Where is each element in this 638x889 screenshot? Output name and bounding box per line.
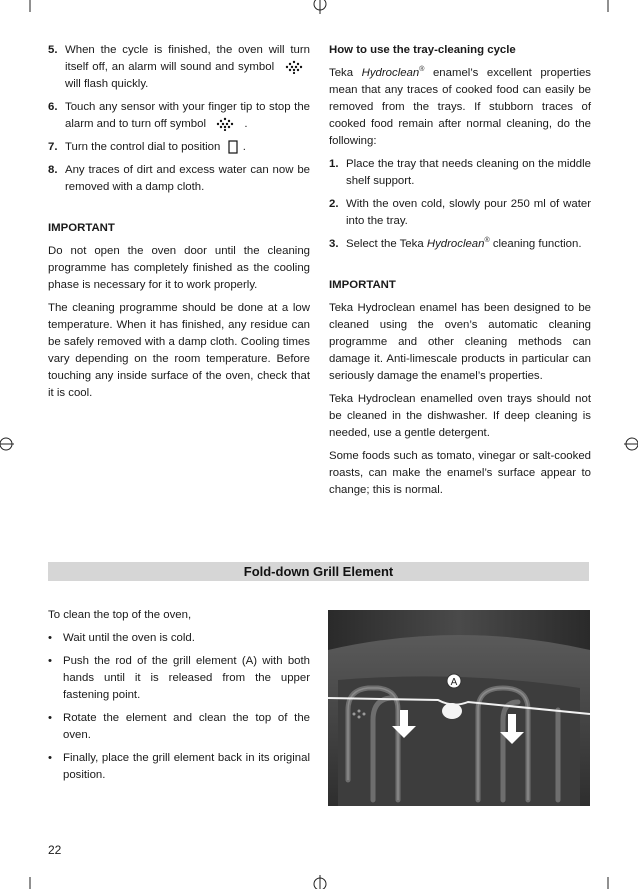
step-text: With the oven cold, slowly pour 250 ml of water into the tray. [346, 198, 591, 227]
step-number: 8. [48, 164, 58, 176]
right-column [329, 42, 591, 505]
step-text-end: . [244, 118, 248, 130]
important-heading: IMPORTANT [329, 279, 396, 291]
bullet-symbol: • [48, 712, 52, 724]
step-number: 5. [48, 44, 58, 56]
paragraph: Teka Hydroclean enamelled oven trays should not be cleaned in the dishwasher. If deep cleaning is needed, use a gentle detergent. [329, 393, 591, 439]
tray-cleaning-heading: How to use the tray-cleaning cycle [329, 44, 516, 56]
step-7 [48, 139, 310, 156]
intro-text: To clean the top of the oven, [48, 609, 192, 621]
bullet-symbol: • [48, 655, 52, 667]
paragraph: Teka Hydroclean enamel has been designed to be cleaned using the oven’s automatic cleaning programme and other cleaning methods can damage it. Anti-limescale products in particular can seriously damage the enamel’s properties. [329, 302, 591, 382]
tray-cleaning-intro: Teka Hydroclean® enamel’s excellent properties mean that any traces of cooked food can easily be removed from the trays. If stubborn traces of cooked food remain after normal cleaning, do the following: [329, 66, 592, 147]
grill-instructions [48, 607, 310, 790]
paragraph: Do not open the oven door until the cleaning programme has completely finished as the cooling phase is necessary for it to work properly. [48, 245, 310, 291]
bullet-symbol: • [48, 632, 52, 644]
bullet-item: • Rotate the element and clean the top of the oven. [48, 710, 310, 744]
step-number: 2. [329, 198, 339, 210]
step-2 [329, 196, 591, 230]
step-text: Touch any sensor with your finger tip to stop the alarm and to turn off symbol [65, 101, 310, 130]
step-text-end: . [242, 141, 246, 153]
step-number: 7. [48, 141, 58, 153]
section-title-bar: Fold-down Grill Element [48, 562, 589, 581]
paragraph: Some foods such as tomato, vinegar or salt-cooked roasts, can make the enamel’s surface appear to change; this is normal. [329, 450, 591, 496]
important-heading: IMPORTANT [48, 222, 115, 234]
step-text: Turn the control dial to position [65, 141, 221, 153]
photo-label-a: A [450, 677, 458, 688]
step-5 [48, 42, 310, 93]
left-column [48, 42, 310, 408]
step-6 [48, 99, 310, 133]
step-text-end: will flash quickly. [65, 78, 149, 90]
bullet-symbol: • [48, 752, 52, 764]
step-text: Place the tray that needs cleaning on the middle shelf support. [346, 158, 591, 187]
step-3: 3. Select the Teka Hydroclean® cleaning function. [329, 236, 591, 253]
rectangle-position-icon [228, 140, 238, 154]
bullet-item: • Push the rod of the grill element (A) with both hands until it is released from the upper fastening point. [48, 653, 310, 704]
paragraph: The cleaning programme should be done at a low temperature. When it has finished, any residue can be safely removed with a damp cloth. Cooling times vary depending on the room temperature. Before touching any inside surface of the oven, check that it is cool. [48, 302, 310, 399]
step-text: Any traces of dirt and excess water can now be removed with a damp cloth. [65, 164, 310, 193]
bullet-item: • Wait until the oven is cold. [48, 630, 310, 647]
bullet-item: • Finally, place the grill element back in its original position. [48, 750, 310, 784]
step-number: 1. [329, 158, 339, 170]
step-number: 3. [329, 238, 339, 250]
step-number: 6. [48, 101, 58, 113]
step-1 [329, 156, 591, 190]
grill-element-photo [328, 610, 590, 806]
step-8 [48, 162, 310, 196]
dots-cleaning-icon [284, 60, 304, 74]
dots-cleaning-icon [215, 117, 235, 131]
page-number: 22 [48, 843, 62, 857]
step-text: When the cycle is finished, the oven will turn itself off, an alarm will sound and symbol [65, 44, 310, 73]
